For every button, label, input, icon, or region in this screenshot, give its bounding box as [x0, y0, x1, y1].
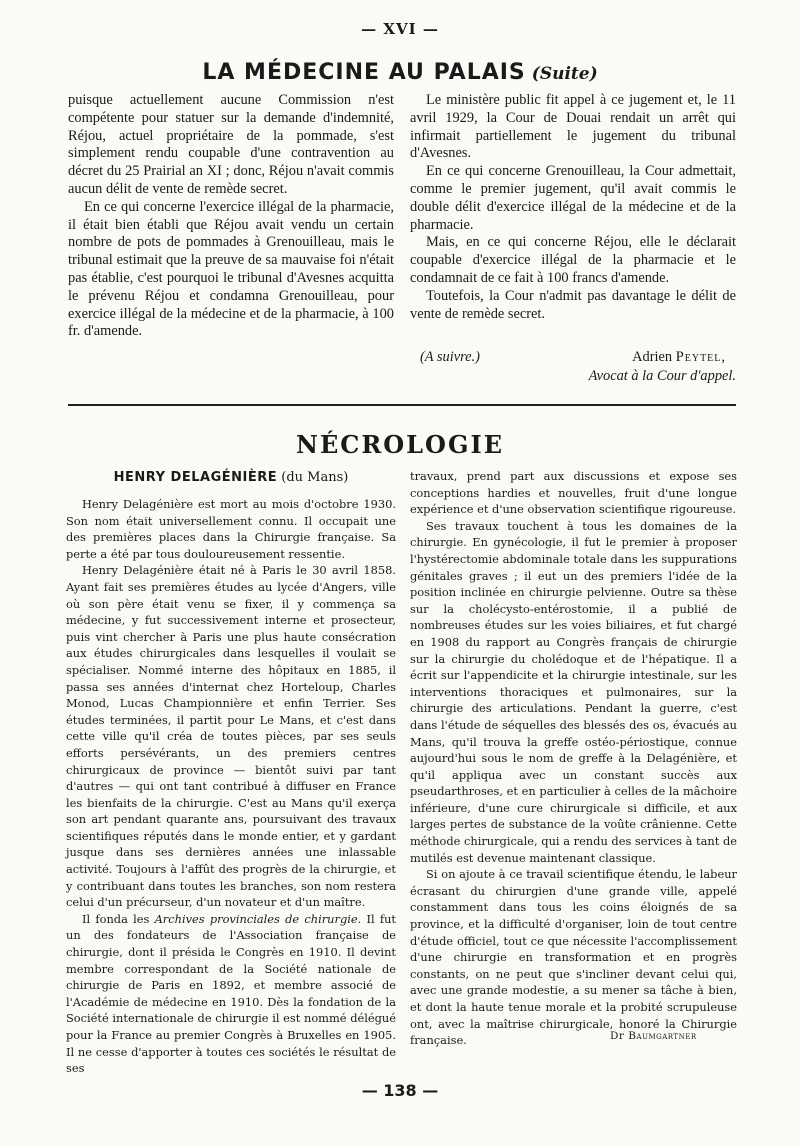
author-role: Avocat à la Cour d'appel. [588, 368, 736, 384]
author-last-name: Peytel, [675, 349, 726, 365]
section-title-suite: (Suite) [531, 64, 598, 84]
paragraph: travaux, prend part aux discussions et expose ses conceptions hardies et nouvelles, fruit d'une longue expérience et d'une observation scientifique rigoureuse. [410, 469, 737, 517]
necrologie-right-column [410, 468, 737, 1049]
author-name [632, 348, 726, 366]
paragraph: Si on ajoute à ce travail scientifique étendu, le labeur écrasant du chirurgien d'une grande ville, appelé constamment dans tous les coins éloignés de sa province, et la difficulté d'organiser, loin de tout centre d'étude officiel, tout ce que nécessite l'accomplissement d'une chirurgie en transformation et en progrès constants, on ne peut que s'incliner devant celui qui, avec une grande modestie, a su mener sa tâche à bien, et dont la haute tenue morale et la probité scrupuleuse ont, avec la maîtrise chirurgicale, honoré la Chirurgie française. [410, 867, 737, 1048]
continuation-note: (A suivre.) [420, 349, 480, 365]
author-first-name: Adrien [632, 349, 673, 365]
paragraph: Le ministère public fit appel à ce jugement et, le 11 avril 1929, la Cour de Douai rendait un arrêt qui infirmait partiellement le jugement du tribunal d'Avesnes. [410, 92, 736, 162]
necrologie-subject [66, 470, 396, 485]
paragraph: Henry Delagénière est mort au mois d'octobre 1930. Son nom était universellement connu. Il occupait une des premières places dans la Chirurgie française. Sa perte a été par tous douloureusement ressentie. [66, 497, 396, 561]
paragraph: En ce qui concerne l'exercice illégal de la pharmacie, il était bien établi que Réjou avait vendu un certain nombre de pots de pommades à Grenouilleau, mais le tribunal estimait que la preuve de sa mauvaise foi n'était pas établie, c'est pourquoi le tribunal d'Avesnes acquitta le prévenu Réjou et condamna Grenouilleau, pour exercice illégal de la médecine et de la pharmacie, à 100 fr. d'amende. [68, 198, 394, 340]
necrologie-title: NÉCROLOGIE [296, 430, 504, 459]
signature-prefix: Dr [610, 1030, 625, 1042]
necrologie-signature [610, 1030, 697, 1042]
palais-right-column [410, 92, 736, 323]
paragraph: Mais, en ce qui concerne Réjou, elle le déclarait coupable d'exercice illégal de la pharmacie et le condamnait de ce fait à 100 francs d'amende. [410, 234, 736, 286]
paragraph: puisque actuellement aucune Commission n'est compétente pour statuer sur la demande d'indemnité, Réjou, actuel propriétaire de la pommade, s'est simplement rendu coupable d'une contravention au décret du 25 Prairial an XI ; donc, Réjou n'avait commis aucun délit de vente de remède secret. [68, 92, 394, 197]
page-number: — 138 — [361, 1081, 439, 1100]
paragraph: Ses travaux touchent à tous les domaines de la chirurgie. En gynécologie, il fut le premier à proposer l'hystérectomie abdominale totale dans les suppurations génitales graves ; il eut un des premiers l'idée de la position inclinée en chirurgie pelvienne. Outre sa thèse sur la cholécysto-entérostomie, il a publié de nombreuses études sur les voies biliaires, et fut chargé en 1908 du rapport au Congrès français de chirurgie sur la chirurgie du cholédoque et de l'hépatique. Il a écrit sur l'appendicite et la chirurgie intestinale, sur les interventions thoraciques et pulmonaires, sur la chirurgie des articulations. Pendant la guerre, c'est dans l'étude de séquelles des blessés des os, évacués au Mans, qu'il trouva la greffe ostéo-périostique, connue aujourd'hui sous le nom de greffe à la Delagénière, et qu'il appliqua avec un constant succès aux pseudarthroses, et en particulier à celles de la mâchoire inférieure, d'une cure chirurgicale si difficile, et aux larges pertes de substance de la voûte crânienne. Cette méthode chirurgicale, qui a rendu des services à tant de mutilés est devenue maintenant classique. [410, 518, 737, 865]
subject-name: HENRY DELAGÉNIÈRE [113, 470, 278, 485]
section-title [0, 60, 800, 85]
paragraph: Toutefois, la Cour n'admit pas davantage le délit de vente de remède secret. [410, 287, 736, 322]
paragraph: En ce qui concerne Grenouilleau, la Cour admettait, comme le premier jugement, qu'il avait commis le double délit d'exercice illégal de la médecine et de la pharmacie. [410, 163, 736, 233]
section-divider [68, 404, 736, 406]
section-title-text: LA MÉDECINE AU PALAIS [202, 60, 526, 85]
paragraph: Il fonda les Archives provinciales de chirurgie. Il fut un des fondateurs de l'Association française de chirurgie, dont il présida le Congrès en 1910. Il devint membre correspondant de la Société nationale de chirurgie de Paris en 1892, et membre associé de l'Académie de médecine en 1910. Dès la fondation de la Société internationale de chirurgie il est nommé délégué pour la France au premier Congrès à Bruxelles en 1905. Il ne cesse d'apporter à toutes ces sociétés le résultat de ses [66, 911, 397, 1076]
italic-title: Archives provinciales de chirurgie [154, 911, 358, 926]
subject-place: (du Mans) [281, 470, 349, 485]
palais-left-column [68, 92, 394, 341]
signature-name: Baumgartner [628, 1030, 697, 1042]
page-header-mark: — XVI — [361, 20, 439, 38]
paragraph: Henry Delagénière était né à Paris le 30 avril 1858. Ayant fait ses premières études au lycée d'Angers, ville où son père était venu se fixer, il y commença sa médecine, y fut successivement interne et prosecteur, puis vint chercher à Paris une plus haute consécration aux études chirurgicales dans lesquelles il voulait se spécialiser. Nommé interne des hôpitaux en 1885, il passa ses années d'internat chez Horteloup, Charles Monod, Lucas Championnière et enfin Terrier. Ses études terminées, il partit pour Le Mans, et c'est dans cette ville qu'il créa de toutes pièces, par ses seuls efforts persévérants, un des premiers centres chirurgicaux de province — bientôt suivi par tant d'autres — qui ont tant contribué à diffuser en France les bienfaits de la chirurgie. C'est au Mans qu'il exerça son art pendant quarante ans, poursuivant des travaux scientifiques réputés dans le monde entier, et y gardant jusque dans ses dernières années une inlassable activité. Toujours à l'affût des progrès de la chirurgie, et y contribuant dans toutes les branches, son nom restera celui d'un précurseur, d'un novateur et d'un maître. [66, 563, 396, 910]
necrologie-left-column [66, 496, 396, 1077]
